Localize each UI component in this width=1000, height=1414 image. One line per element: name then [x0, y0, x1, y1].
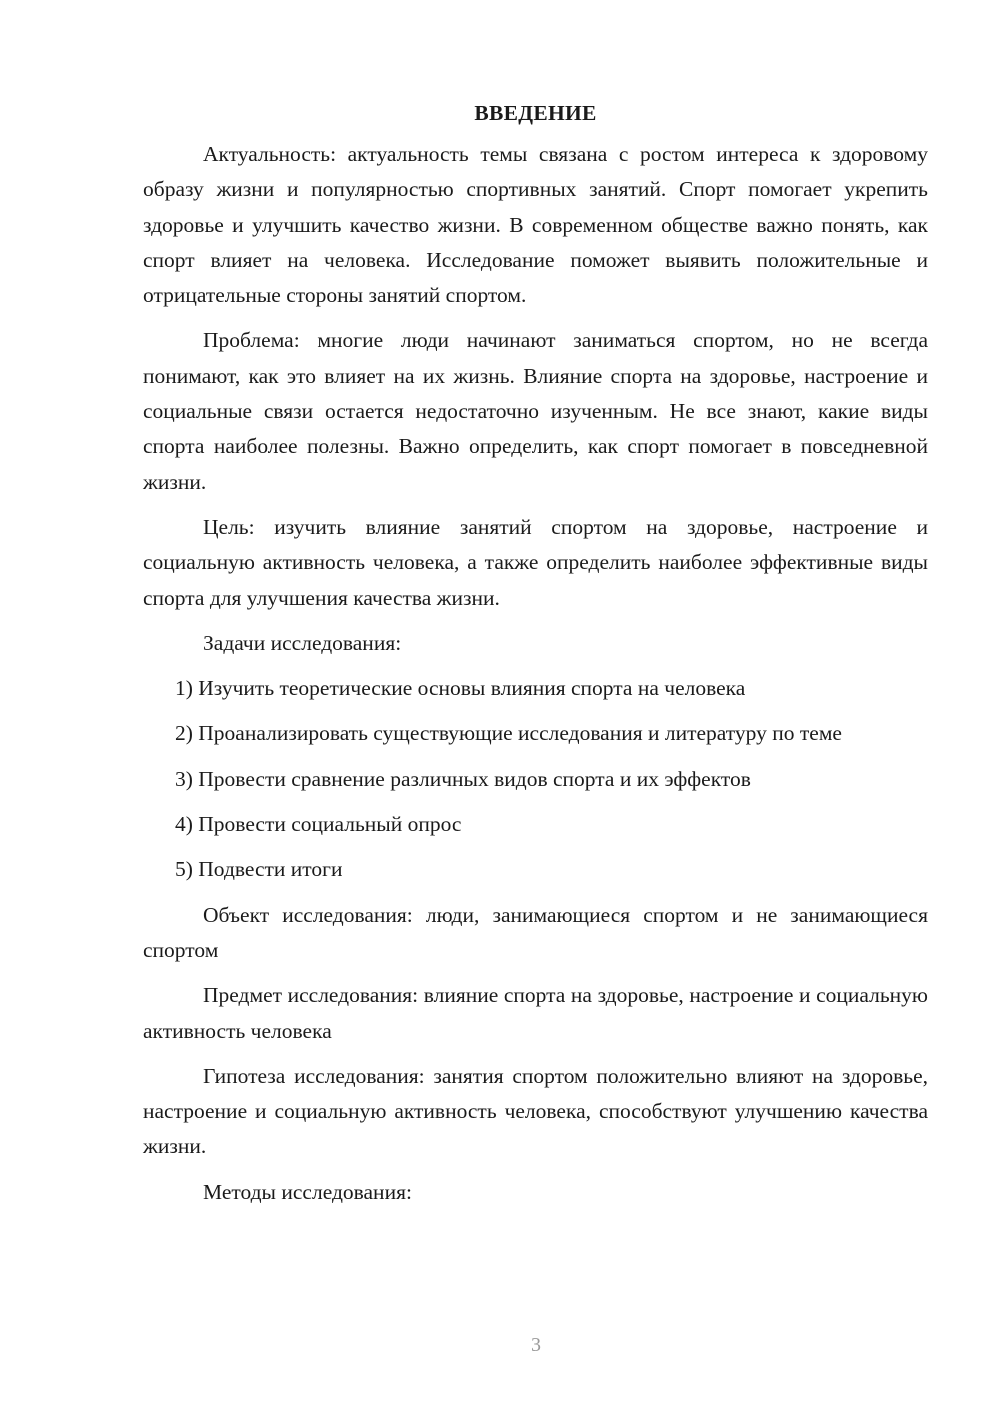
task-item: 2) Проанализировать существующие исследования и литературу по теме	[175, 721, 842, 746]
goal-paragraph: Цель: изучить влияние занятий спортом на здоровье, настроение и социальную активность человека, а также определить наиболее эффективные виды спорта для улучшения качества жизни.	[143, 514, 928, 610]
task-item: 5) Подвести итоги	[175, 857, 343, 882]
problem-paragraph: Проблема: многие люди начинают заниматься спортом, но не всегда понимают, как это влияет на их жизнь. Влияние спорта на здоровье, настроение и социальные связи остается недостаточно изученным. Не все знают, какие виды спорта наиболее полезны. Важно определить, как спорт помогает в повседневной жизни.	[143, 328, 928, 494]
task-item: 4) Провести социальный опрос	[175, 812, 462, 837]
methods-heading: Методы исследования:	[203, 1179, 412, 1204]
task-item: 1) Изучить теоретические основы влияния спорта на человека	[175, 676, 746, 701]
relevance-paragraph: Актуальность: актуальность темы связана с ростом интереса к здоровому образу жизни и популярностью спортивных занятий. Спорт помогает укрепить здоровье и улучшить качество жизни. В современном обществе важно понять, как спорт влияет на человека. Исследование поможет выявить положительные и отрицательные стороны занятий спортом.	[143, 142, 928, 308]
task-item: 3) Провести сравнение различных видов спорта и их эффектов	[175, 766, 751, 791]
tasks-list	[143, 671, 928, 887]
document-page	[143, 96, 928, 1220]
object-paragraph: Объект исследования: люди, занимающиеся спортом и не занимающиеся спортом	[143, 902, 928, 962]
tasks-heading: Задачи исследования:	[203, 630, 402, 655]
subject-paragraph: Предмет исследования: влияние спорта на здоровье, настроение и социальную активность человека	[143, 983, 928, 1043]
section-heading: ВВЕДЕНИЕ	[474, 101, 597, 125]
page-number: 3	[531, 1334, 541, 1356]
hypothesis-paragraph: Гипотеза исследования: занятия спортом положительно влияют на здоровье, настроение и социальную активность человека, способствуют улучшению качества жизни.	[143, 1063, 928, 1159]
